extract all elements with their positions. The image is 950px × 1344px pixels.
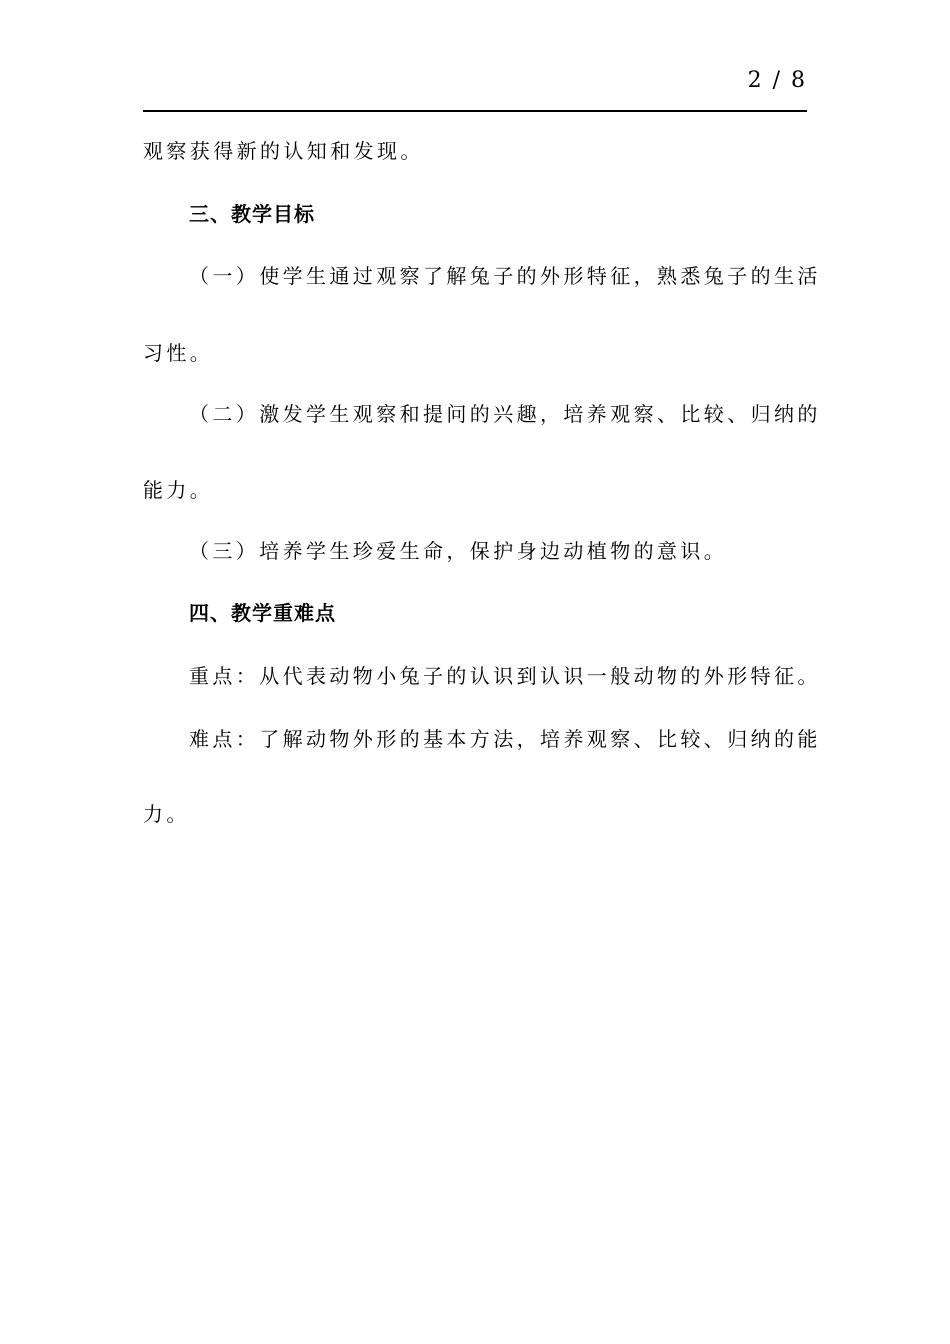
- difficulty-line-2: 力。: [143, 802, 190, 826]
- page-number: 2 / 8: [747, 68, 807, 93]
- continuation-text: 观察获得新的认知和发现。: [143, 139, 424, 163]
- goal-2-line-2: 能力。: [143, 478, 214, 502]
- section-heading-key-difficult-points: 四、教学重难点: [189, 601, 336, 625]
- header-divider: [143, 110, 807, 112]
- key-point-text: 重点：从代表动物小兔子的认识到认识一般动物的外形特征。: [189, 664, 821, 688]
- goal-1-line-2: 习性。: [143, 341, 214, 365]
- goal-3: （三）培养学生珍爱生命，保护身边动植物的意识。: [189, 539, 728, 563]
- goal-2-line-1: （二）激发学生观察和提问的兴趣，培养观察、比较、归纳的: [189, 402, 821, 426]
- difficulty-line-1: 难点：了解动物外形的基本方法，培养观察、比较、归纳的能: [189, 727, 821, 751]
- section-heading-teaching-goals: 三、教学目标: [189, 202, 315, 226]
- goal-1-line-1: （一）使学生通过观察了解兔子的外形特征，熟悉兔子的生活: [189, 264, 821, 288]
